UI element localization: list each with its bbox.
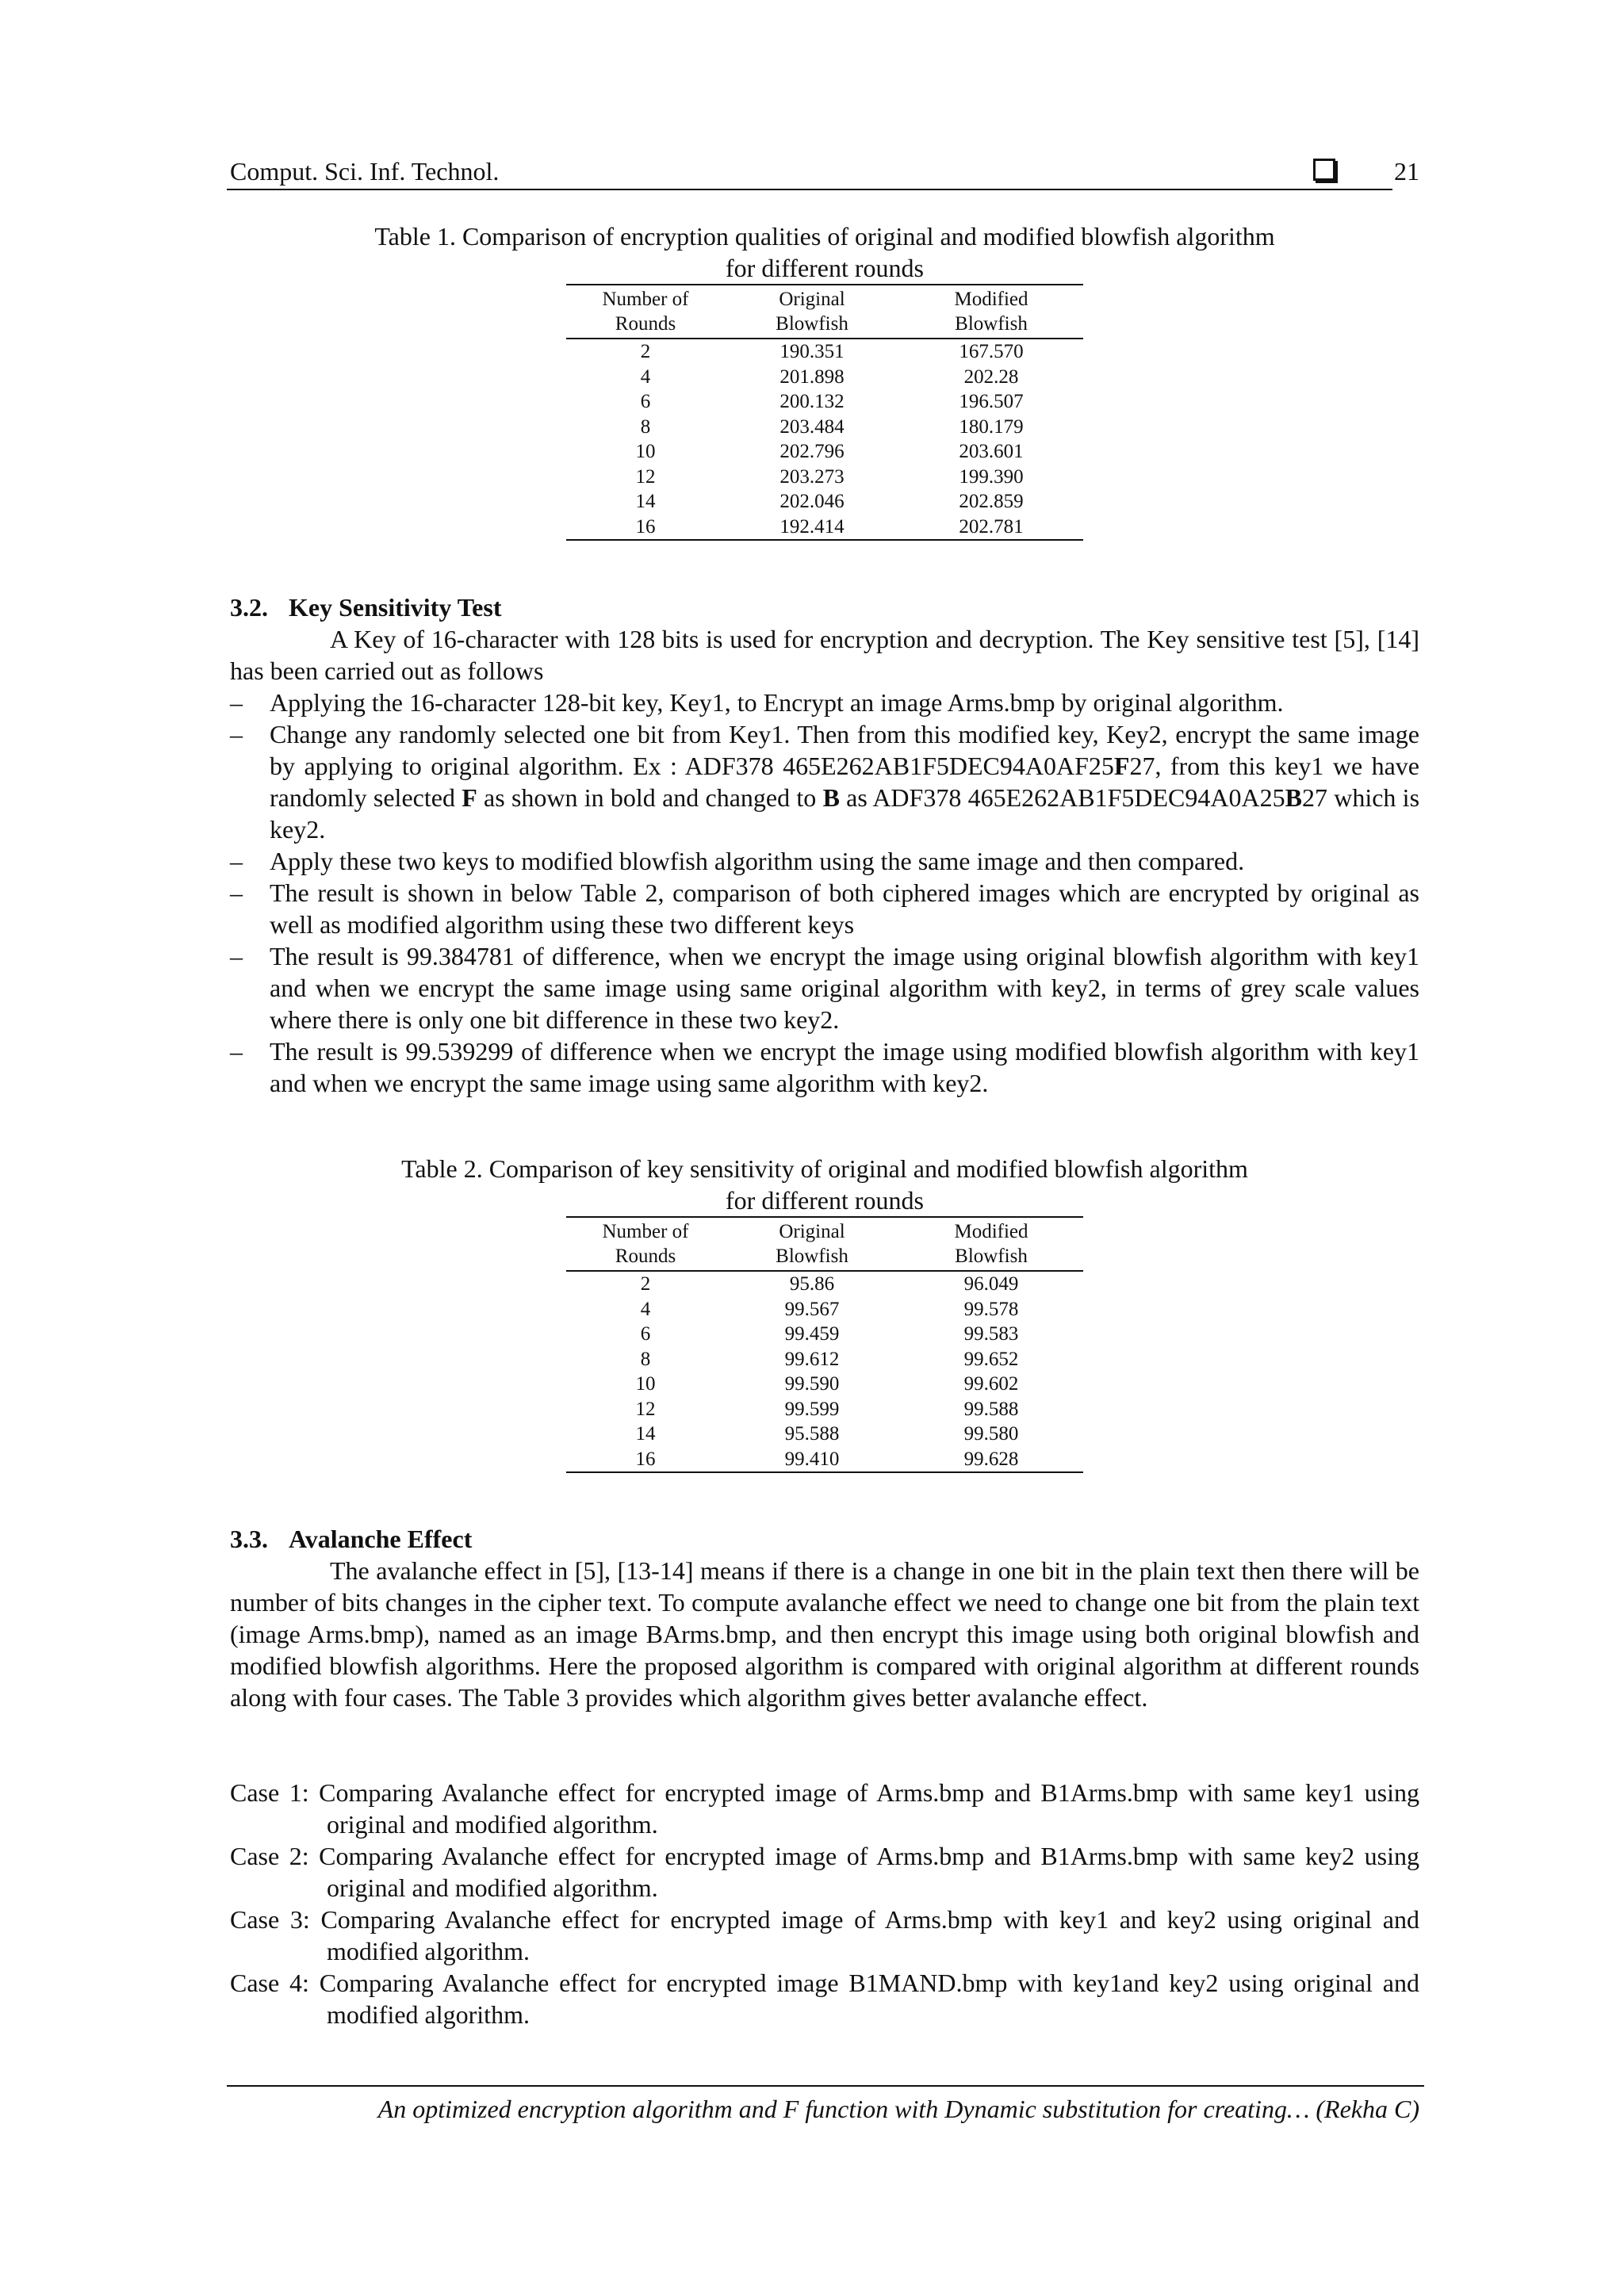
table-cell: 99.578 [963, 1298, 1019, 1320]
table-cell: 99.567 [784, 1298, 840, 1320]
dash-bullet: – [230, 878, 243, 907]
table2-row [566, 1322, 1083, 1347]
table-cell: 192.414 [725, 515, 899, 541]
list-item-text: The result is shown in below Table 2, comparison of both ciphered images which are encrypted by original as well as modified algorithm using these two different keys [270, 878, 1419, 939]
dash-bullet: – [230, 720, 243, 748]
table-cell: 99.410 [725, 1447, 899, 1473]
table-cell: 199.390 [959, 465, 1024, 488]
dash-bullet: – [230, 942, 243, 970]
table2-row [566, 1347, 1083, 1372]
table-cell: 200.132 [779, 391, 845, 412]
case-2: Case 2: Comparing Avalanche effect for encrypted image of Arms.bmp and B1Arms.bmp with same key2 using original and modified algorithm. [230, 1842, 1419, 1902]
list-item [230, 1035, 1419, 1099]
section-3-2-heading [230, 591, 501, 623]
table1-row [566, 339, 1083, 365]
table2-caption-line2: for different rounds [726, 1186, 924, 1215]
table2-header-cell: Modified [899, 1217, 1083, 1244]
table-cell: 203.273 [779, 465, 845, 488]
table2-header-cell: Rounds [566, 1244, 725, 1271]
dash-bullet: – [230, 688, 243, 717]
table-cell: 95.588 [784, 1423, 840, 1445]
table-cell: 202.796 [779, 441, 845, 462]
list-item [230, 845, 1419, 877]
footer-rule [227, 2085, 1424, 2087]
table-cell: 201.898 [779, 365, 845, 388]
table2-header-cell: Blowfish [899, 1244, 1083, 1271]
square-box-icon [1313, 159, 1335, 181]
table1-header-cell: Original [725, 285, 899, 312]
table-cell: 12 [635, 465, 656, 488]
table1 [566, 284, 1083, 541]
list-item [230, 877, 1419, 940]
table-cell: 14 [635, 1423, 656, 1445]
dash-bullet: – [230, 1037, 243, 1066]
text-run: 27 which is key2. [270, 783, 1420, 844]
text-run: Change any randomly selected one bit from Key1. Then from this modified key, Key2, encrypt the same image by applying to original algorithm. Ex : ADF378 465E262AB1F5DEC94A0AF25 [270, 720, 1419, 780]
table-cell: 202.781 [899, 515, 1083, 541]
table-cell: 16 [566, 1447, 725, 1473]
table2-caption-line1: Table 2. Comparison of key sensitivity of original and modified blowfish algorithm [401, 1154, 1248, 1183]
table-cell: 2 [640, 341, 651, 362]
section-3-3-paragraph: The avalanche effect in [5], [13-14] means if there is a change in one bit in the plain text then there will be number of bits changes in the cipher text. To compute avalanche effect we need to change one bit from the plain text (image Arms.bmp), named as an image BArms.bmp, and then encrypt this image using both original blowfish and modified blowfish algorithms. Here the proposed algorithm is compared with original algorithm at different rounds along with four cases. The Table 3 provides which algorithm gives better avalanche effect. [230, 1556, 1419, 1712]
table1-row [566, 365, 1083, 390]
list-item-text: Applying the 16-character 128-bit key, Key1, to Encrypt an image Arms.bmp by original algorithm. [270, 688, 1284, 717]
section-3-3-heading [230, 1523, 472, 1555]
table1-header-cell: Number of [566, 285, 725, 312]
table1-row [566, 415, 1083, 440]
section-number: 3.2. [230, 593, 268, 622]
table2 [566, 1216, 1083, 1473]
table1-row [566, 465, 1083, 490]
table-cell: 99.580 [963, 1423, 1019, 1445]
table-cell: 14 [635, 491, 656, 512]
table2-row [566, 1422, 1083, 1447]
key-sensitivity-list [230, 687, 1419, 1099]
bold-run: F [1113, 752, 1130, 780]
list-item [230, 718, 1419, 845]
table-cell: 4 [640, 1298, 651, 1320]
table-cell: 202.859 [959, 491, 1024, 512]
table2-row [566, 1447, 1083, 1473]
table-cell: 190.351 [779, 341, 845, 362]
table1-caption [230, 220, 1419, 284]
list-item [230, 687, 1419, 718]
table2-row [566, 1372, 1083, 1397]
table-cell: 8 [640, 1348, 651, 1370]
table1-row [566, 489, 1083, 515]
list-item-text: The result is 99.384781 of difference, when we encrypt the image using original blowfish algorithm with key1 and when we encrypt the same image using same original algorithm with key2, in terms of grey scale values where there is only one bit difference in these two key2. [270, 942, 1419, 1034]
table2-row [566, 1397, 1083, 1422]
list-item-text: Apply these two keys to modified blowfish algorithm using the same image and then compared. [270, 847, 1245, 875]
section-number: 3.3. [230, 1525, 268, 1553]
table-cell: 10 [635, 1373, 656, 1395]
header-rule [227, 189, 1392, 190]
table-cell: 8 [640, 415, 651, 438]
table-cell: 180.179 [959, 415, 1024, 438]
journal-name: Comput. Sci. Inf. Technol. [230, 157, 500, 186]
table-cell: 202.28 [963, 365, 1019, 388]
page-number: 21 [1394, 157, 1419, 186]
case-3: Case 3: Comparing Avalanche effect for encrypted image of Arms.bmp with key1 and key2 using original and modified algorithm. [230, 1905, 1419, 1965]
section-title: Key Sensitivity Test [289, 593, 502, 622]
table-cell: 99.602 [963, 1373, 1019, 1395]
table1-row [566, 515, 1083, 541]
table1-caption-line1: Table 1. Comparison of encryption qualities of original and modified blowfish algorithm [374, 222, 1275, 251]
case-1: Case 1: Comparing Avalanche effect for encrypted image of Arms.bmp and B1Arms.bmp with same key1 using original and modified algorithm. [230, 1778, 1419, 1839]
table1-header-cell: Rounds [566, 312, 725, 339]
table1-header-cell: Blowfish [899, 312, 1083, 339]
table-cell: 203.484 [779, 415, 845, 438]
table-cell: 16 [566, 515, 725, 541]
list-item-text: The result is 99.539299 of difference when we encrypt the image using modified blowfish algorithm with key1 and when we encrypt the same image using same algorithm with key2. [270, 1037, 1419, 1097]
table-cell: 10 [635, 441, 656, 462]
table-cell: 196.507 [959, 391, 1024, 412]
table2-header-cell: Number of [566, 1217, 725, 1244]
table-cell: 99.583 [963, 1323, 1019, 1345]
table2-row [566, 1271, 1083, 1297]
table-cell: 167.570 [959, 341, 1024, 362]
table1-caption-line2: for different rounds [726, 254, 924, 282]
running-footer: An optimized encryption algorithm and F function with Dynamic substitution for creating… (Rekha C) [377, 2095, 1419, 2123]
text-run: 27, from this key1 we have randomly selected [270, 752, 1420, 812]
table-cell: 203.601 [959, 441, 1024, 462]
table2-caption [230, 1153, 1419, 1216]
table1-header-cell: Blowfish [725, 312, 899, 339]
table-cell: 96.049 [963, 1273, 1019, 1295]
case-4: Case 4: Comparing Avalanche effect for encrypted image B1MAND.bmp with key1and key2 using original and modified algorithm. [230, 1969, 1419, 2029]
dash-bullet: – [230, 847, 243, 875]
text-run: as ADF378 465E262AB1F5DEC94A0A25 [839, 783, 1285, 812]
table2-header-cell: Original [725, 1217, 899, 1244]
list-item [230, 940, 1419, 1035]
text-run: as shown in bold and changed to [477, 783, 823, 812]
section-3-2-intro: A Key of 16-character with 128 bits is used for encryption and decryption. The Key sensitive test [5], [14] has been carried out as follows [230, 625, 1419, 685]
table-cell: 99.459 [784, 1323, 840, 1345]
running-header [230, 155, 1419, 190]
table-cell: 99.588 [963, 1398, 1019, 1420]
table-cell: 99.612 [784, 1348, 840, 1370]
list-item-text [270, 720, 1419, 844]
table1-row [566, 439, 1083, 465]
table-cell: 99.590 [784, 1373, 840, 1395]
table-cell: 6 [640, 391, 651, 412]
bold-run: B [822, 783, 840, 812]
section-title: Avalanche Effect [289, 1525, 473, 1553]
table2-row [566, 1297, 1083, 1322]
table1-header-cell: Modified [899, 285, 1083, 312]
table1-row [566, 389, 1083, 415]
table-cell: 12 [635, 1398, 656, 1420]
table-cell: 6 [640, 1323, 651, 1345]
table-cell: 99.652 [963, 1348, 1019, 1370]
table-cell: 95.86 [789, 1273, 835, 1295]
table-cell: 4 [640, 365, 651, 388]
table-cell: 2 [640, 1273, 651, 1295]
bold-run: B [1285, 783, 1302, 812]
table2-header-cell: Blowfish [725, 1244, 899, 1271]
table-cell: 202.046 [779, 491, 845, 512]
bold-run: F [462, 783, 477, 812]
table-cell: 99.599 [784, 1398, 840, 1420]
table-cell: 99.628 [899, 1447, 1083, 1473]
